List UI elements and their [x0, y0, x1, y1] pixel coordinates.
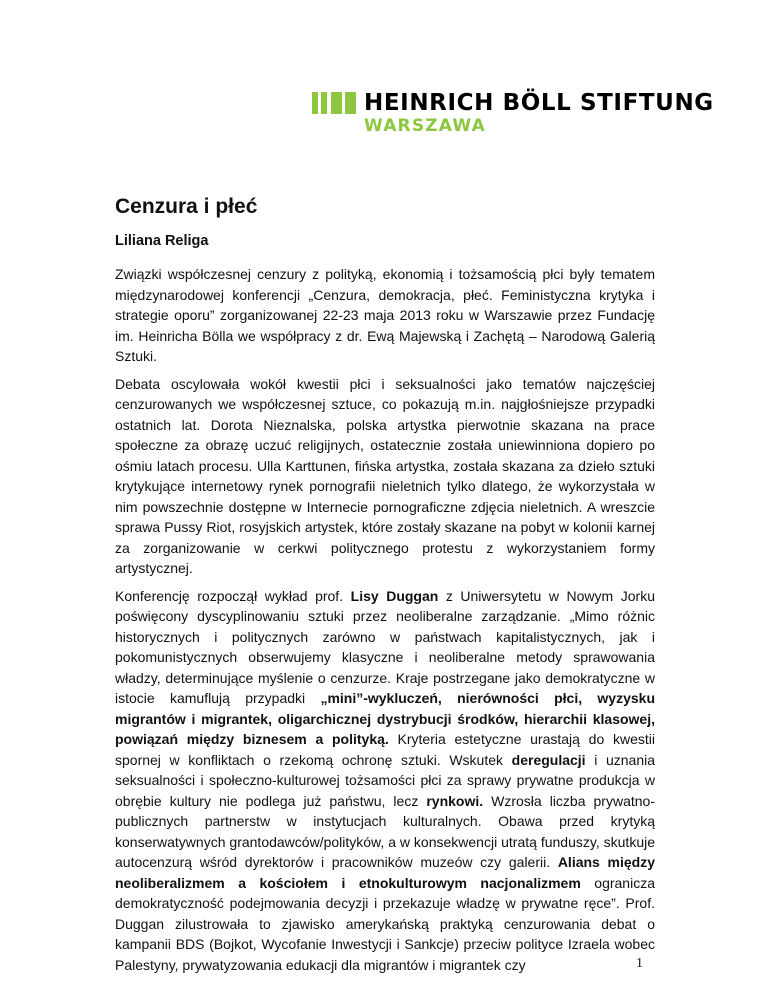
- text-segment: Wzrosła liczba prywatno-publicznych partnerstw w instytucjach kulturalnych. Obawa przed krytyką konserwatywnych grantodawców/polityków, a w konsekwencji utratą funduszy, skutkuje autocenzurą wśród dyrektorów i pracowników muzeów czy galerii.: [115, 792, 655, 870]
- bold-text-segment: rynkowi.: [426, 792, 484, 809]
- text-segment: Debata oscylowała wokół kwestii płci i seksualności jako tematów najczęściej cenzurowanych we współczesnej sztuce, co pokazują m.in. najgłośniejsze przypadki ostatnich lat. Dorota Nieznalska, polska artystka pierwotnie skazana na prace społeczne za obrazę uczuć religijnych, ostatecznie została uniewinniona dopiero po ośmiu latach procesu. Ulla Karttunen, fińska artystka, została skazana za dzieło sztuki krytykujące internetowy rynek pornografii nieletnich tylko dlatego, że wykorzystała w nim powszechnie dostępne w Internecie pornograficzne zdjęcia nieletnich. A wreszcie sprawa Pussy Riot, rosyjskich artystek, które zostały skazane na pobyt w kolonii karnej za zorganizowanie w cerkwi politycznego protestu z wykorzystaniem formy artystycznej.: [115, 375, 655, 576]
- text-segment: Kryteria estetyczne urastają do kwestii spornej w konfliktach o rzekomą ochronę sztuki. Wskutek: [115, 731, 655, 768]
- logo-city: WARSZAWA: [364, 116, 486, 136]
- bold-text-segment: Lisy Duggan: [350, 587, 439, 604]
- heinrich-boll-stiftung-logo: [312, 90, 714, 136]
- author-name: Liliana Religa: [115, 233, 209, 249]
- paragraph: [115, 586, 655, 976]
- text-segment: z Uniwersytetu w Nowym Jorku poświęcony dyscyplinowaniu sztuki przez neoliberalne zarządzanie. „Mimo różnic historycznych i politycznych zarówno w państwach kapitalistycznych, jak i pokomunistycznych obserwujemy klasyczne i neoliberalne metody sprawowania władzy, determinujące myślenie o cenzurze. Kraje postrzegane jako demokratyczne w istocie kamuflują przypadki: [115, 587, 655, 706]
- paragraph: [115, 374, 655, 579]
- text-segment: i uznania seksualności i społeczno-kulturowej tożsamości płci za sprawy prywatne produkcja w obrębie kultury nie podlega już państwu, lecz: [115, 751, 655, 809]
- page-number: 1: [636, 956, 643, 971]
- bold-text-segment: deregulacji: [511, 751, 586, 768]
- logo-name: HEINRICH BÖLL STIFTUNG: [364, 90, 714, 116]
- bold-text-segment: „mini”-wykluczeń, nierówności płci, wyzysku migrantów i migrantek, oligarchicznej dystrybucji środków, hierarchii klasowej, powiązań między biznesem a polityką.: [115, 690, 655, 747]
- paragraph: [115, 264, 655, 367]
- article-body: [115, 264, 655, 982]
- text-segment: ogranicza demokratyczność podejmowania decyzji i przekazuje władzę w prywatne ręce”. Prof. Duggan zilustrowała to zjawisko amerykańską praktyką cenzurowania debat o kampanii BDS (Bojkot, Wycofanie Inwestycji i Sankcje) przeciw polityce Izraela wobec Palestyny, prywatyzowania edukacji dla migrantów i migrantek czy: [115, 874, 655, 973]
- text-segment: Związki współczesnej cenzury z polityką, ekonomią i tożsamością płci były tematem międzynarodowej konferencji „Cenzura, demokracja, płeć. Feministyczna krytyka i strategie oporu” zorganizowanej 22-23 maja 2013 roku w Warszawie przez Fundację im. Heinricha Bölla we współpracy z dr. Ewą Majewską i Zachętą – Narodową Galerią Sztuki.: [115, 266, 655, 364]
- document-title: Cenzura i płeć: [115, 195, 258, 218]
- text-segment: Konferencję rozpoczął wykład prof.: [115, 587, 351, 604]
- bold-text-segment: Alians między neoliberalizmem a kościołem i etnokulturowym nacjonalizmem: [115, 854, 655, 891]
